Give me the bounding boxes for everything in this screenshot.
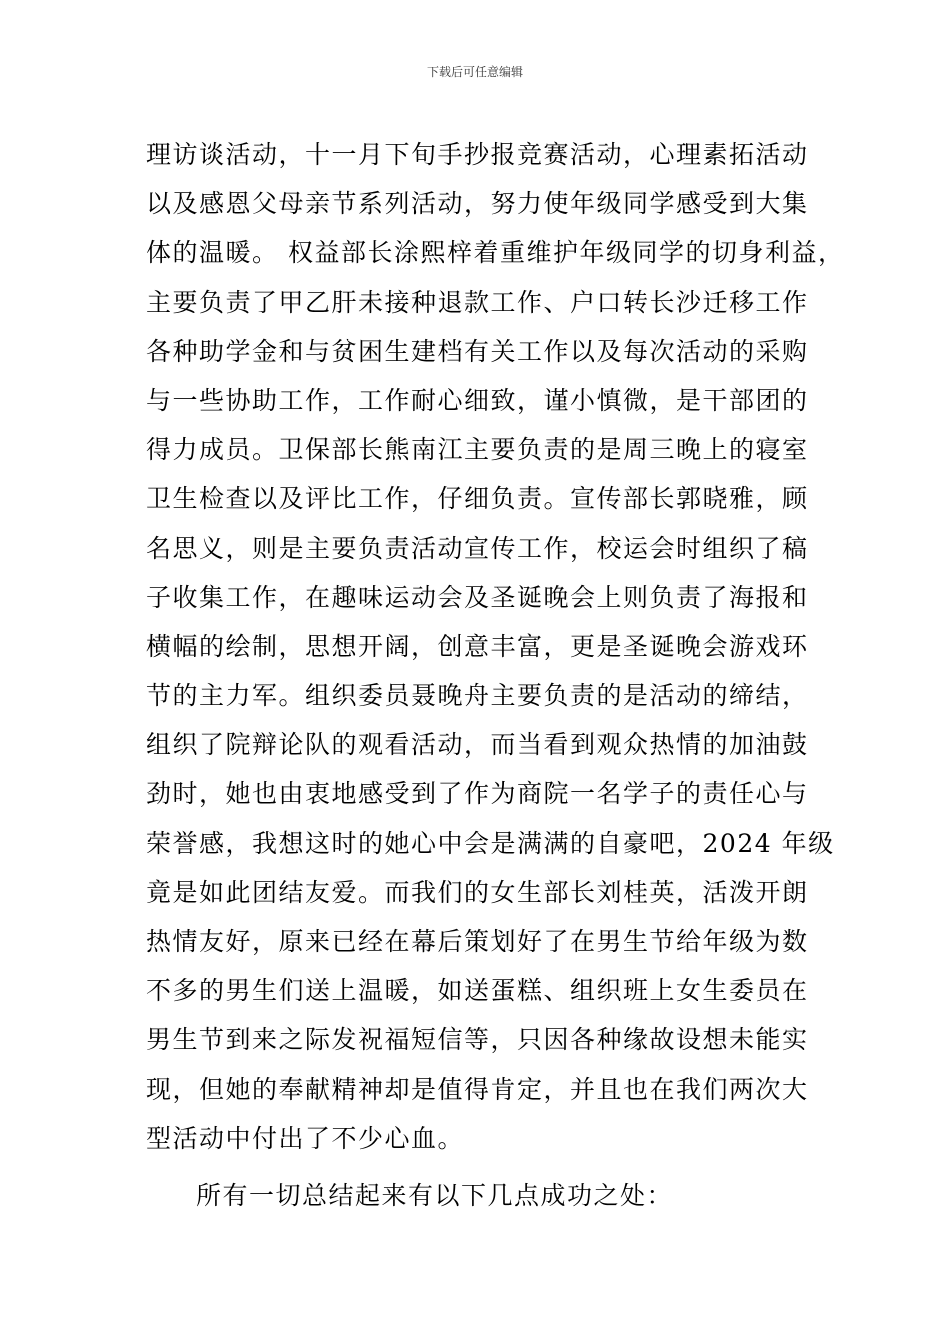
text-line: 男生节到来之际发祝福短信等，只因各种缘故设想未能实 — [146, 1025, 809, 1055]
text-line: 竟是如此团结友爱。而我们的女生部长刘桂英，活泼开朗 — [146, 877, 809, 907]
text-line: 各种助学金和与贫困生建档有关工作以及每次活动的采购 — [146, 336, 809, 366]
text-line: 热情友好，原来已经在幕后策划好了在男生节给年级为数 — [146, 927, 809, 956]
text-line: 与一些协助工作，工作耐心细致，谨小慎微，是干部团的 — [146, 385, 809, 415]
document-body — [146, 130, 845, 1220]
paragraph-spacer — [146, 1163, 826, 1171]
text-line: 体的温暖。 权益部长涂熙梓着重维护年级同学的切身利益， — [146, 238, 845, 268]
text-line: 子收集工作，在趣味运动会及圣诞晚会上则负责了海报和 — [146, 582, 809, 612]
text-line: 以及感恩父母亲节系列活动，努力使年级同学感受到大集 — [146, 189, 809, 219]
text-line: 卫生检查以及评比工作，仔细负责。宣传部长郭晓雅，顾 — [146, 484, 809, 514]
text-line: 组织了院辩论队的观看活动，而当看到观众热情的加油鼓 — [146, 730, 809, 760]
text-line: 不多的男生们送上温暖，如送蛋糕、组织班上女生委员在 — [146, 976, 809, 1006]
text-line: 型活动中付出了不少心血。 — [146, 1123, 465, 1153]
text-line: 现，但她的奉献精神却是值得肯定，并且也在我们两次大 — [146, 1074, 809, 1104]
text-line: 主要负责了甲乙肝未接种退款工作、户口转长沙迁移工作 — [146, 287, 809, 317]
text-line: 得力成员。卫保部长熊南江主要负责的是周三晚上的寝室 — [146, 435, 809, 465]
text-line: 理访谈活动，十一月下旬手抄报竞赛活动，心理素拓活动 — [146, 140, 809, 169]
text-line: 节的主力军。组织委员聂晚舟主要负责的是活动的缔结， — [146, 681, 809, 711]
text-line: 劲时，她也由衷地感受到了作为商院一名学子的责任心与 — [146, 779, 809, 809]
text-line: 荣誉感，我想这时的她心中会是满满的自豪吧，2024 年级 — [146, 828, 835, 858]
text-line: 横幅的绘制，思想开阔，创意丰富，更是圣诞晚会游戏环 — [146, 631, 809, 661]
text-line: 名思义，则是主要负责活动宣传工作，校运会时组织了稿 — [146, 533, 809, 563]
page-header: 下载后可任意编辑 — [426, 65, 523, 79]
paragraph-summary: 所有一切总结起来有以下几点成功之处： — [196, 1180, 674, 1210]
